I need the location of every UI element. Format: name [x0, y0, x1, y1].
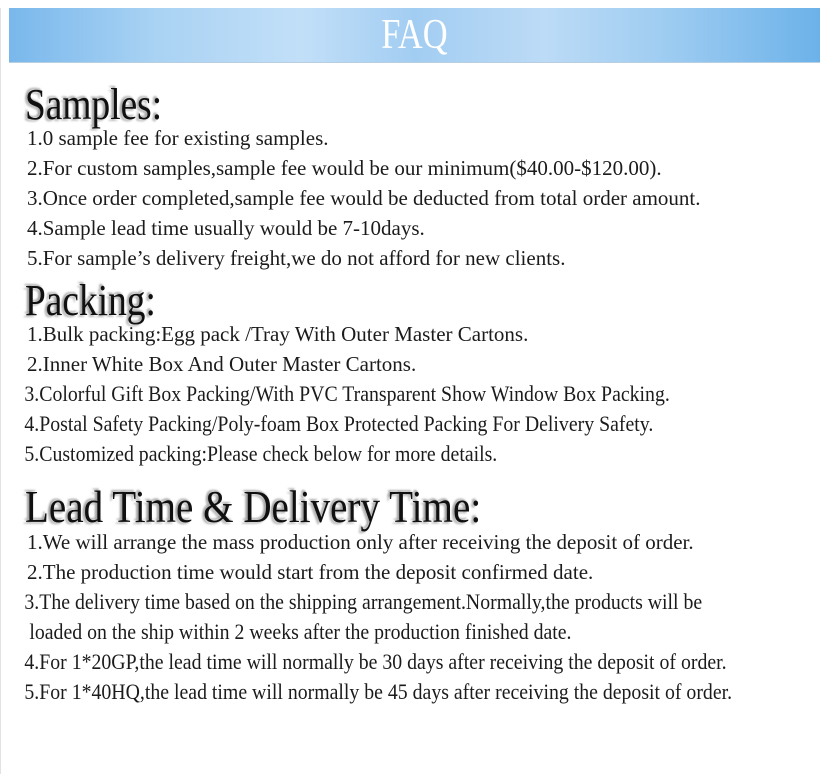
list-item: 5.For sample’s delivery freight,we do not afford for new clients. — [27, 246, 566, 270]
list-item: 4.Postal Safety Packing/Poly-foam Box Protected Packing For Delivery Safety. — [24, 411, 654, 436]
list-item: 2.The production time would start from the deposit confirmed date. — [27, 560, 594, 584]
faq-page — [0, 8, 828, 774]
list-item: 3.The delivery time based on the shipping arrangement.Normally,the products will be — [24, 589, 703, 614]
list-item: 4.Sample lead time usually would be 7-10days. — [27, 216, 425, 240]
list-item: 5.For 1*40HQ,the lead time will normally be 45 days after receiving the deposit of order. — [24, 679, 733, 704]
samples-items — [1, 123, 828, 273]
section-samples — [1, 80, 828, 273]
section-lead-time — [1, 481, 828, 707]
list-item: 1.We will arrange the mass production only after receiving the deposit of order. — [27, 530, 694, 554]
list-item: 2.For custom samples,sample fee would be our minimum($40.00-$120.00). — [27, 156, 662, 180]
samples-heading: Samples: — [25, 80, 163, 129]
list-item: 1.Bulk packing:Egg pack /Tray With Outer Master Cartons. — [27, 322, 529, 346]
faq-banner-title: FAQ — [381, 12, 448, 58]
packing-items — [1, 319, 828, 469]
section-packing — [1, 276, 828, 469]
lead-time-heading: Lead Time & Delivery Time: — [25, 481, 482, 532]
list-item: 4.For 1*20GP,the lead time will normally be 30 days after receiving the deposit of order. — [24, 649, 727, 674]
list-item: 2.Inner White Box And Outer Master Cartons. — [27, 352, 417, 376]
list-item: 5.Customized packing:Please check below for more details. — [24, 441, 498, 466]
list-item-continuation: loaded on the ship within 2 weeks after the production finished date. — [24, 619, 572, 644]
packing-heading: Packing: — [25, 276, 156, 325]
list-item: 1.0 sample fee for existing samples. — [27, 126, 329, 150]
faq-banner — [9, 8, 820, 63]
list-item: 3.Colorful Gift Box Packing/With PVC Transparent Show Window Box Packing. — [24, 381, 670, 406]
lead-time-items — [1, 527, 828, 707]
list-item: 3.Once order completed,sample fee would be deducted from total order amount. — [27, 186, 701, 210]
